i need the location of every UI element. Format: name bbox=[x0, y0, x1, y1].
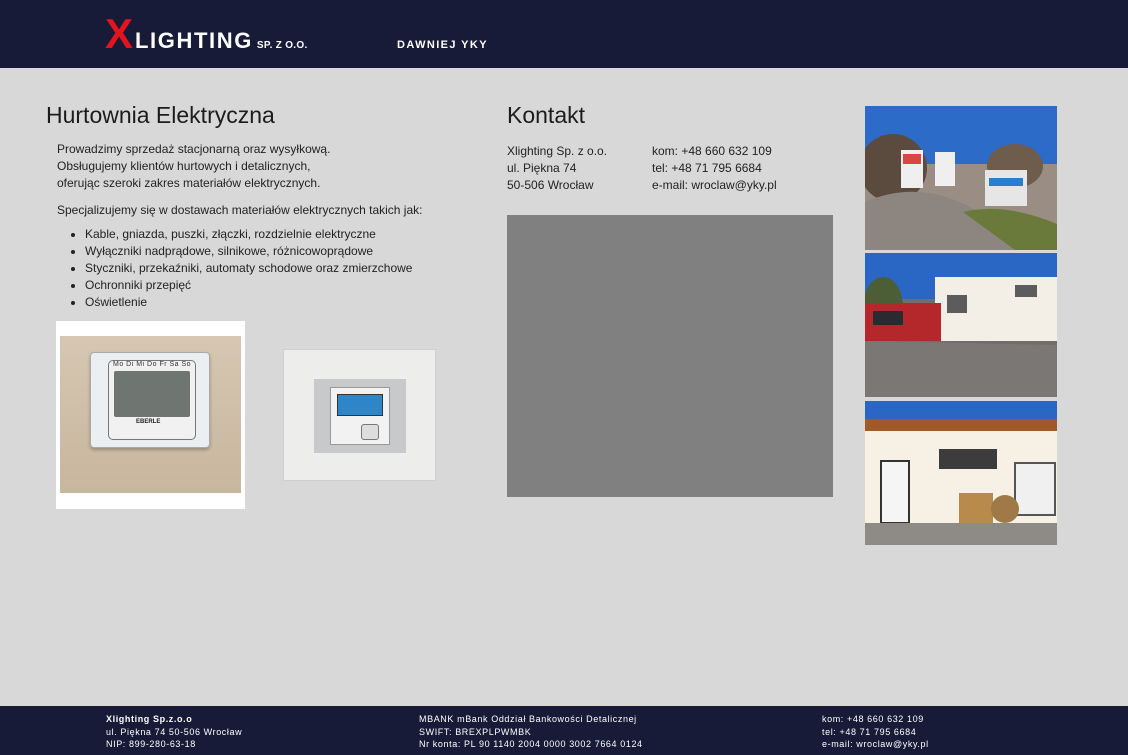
intro-line: oferując szeroki zakres materiałów elektrycznych. bbox=[57, 176, 321, 190]
thermostat-product-image[interactable] bbox=[56, 321, 245, 509]
storefront-photo-3-image bbox=[865, 401, 1057, 545]
contact-title: Kontakt bbox=[507, 102, 585, 128]
contact-section bbox=[507, 102, 837, 194]
footer-contact-info bbox=[822, 713, 929, 751]
logo-name: LIGHTING bbox=[135, 28, 253, 53]
contact-email[interactable]: e-mail: wroclaw@yky.pl bbox=[652, 178, 777, 192]
contact-phones bbox=[652, 143, 777, 194]
contact-address bbox=[507, 143, 652, 194]
contact-company: Xlighting Sp. z o.o. bbox=[507, 144, 608, 158]
nav-link-dawniej-yky[interactable]: DAWNIEJ YKY bbox=[397, 39, 488, 51]
footer-swift: SWIFT: BREXPLPWMBK bbox=[419, 726, 532, 737]
footer-bank-info bbox=[419, 713, 643, 751]
wholesale-section bbox=[46, 102, 466, 311]
contact-phone: tel: +48 71 795 6684 bbox=[652, 161, 762, 175]
footer-company-info bbox=[106, 713, 242, 751]
logo-suffix: SP. Z O.O. bbox=[256, 40, 308, 51]
controller-screen bbox=[337, 394, 383, 416]
site-footer bbox=[0, 706, 1128, 755]
storefront-photo-1-image bbox=[865, 106, 1057, 250]
contact-city: 50-506 Wrocław bbox=[507, 178, 594, 192]
product-list-item: • Ochronniki przepięć bbox=[85, 277, 466, 294]
product-list-item: • Wyłączniki nadprądowe, silnikowe, różnicowoprądowe bbox=[85, 243, 466, 260]
thermostat-brand: EBERLE bbox=[136, 419, 161, 425]
contact-details bbox=[507, 143, 837, 194]
controller-device bbox=[330, 387, 390, 445]
product-list-item: • Kable, gniazda, puszki, złączki, rozdzielnie elektryczne bbox=[85, 226, 466, 243]
specialization-text: Specjalizujemy się w dostawach materiałów elektrycznych takich jak: bbox=[57, 203, 423, 217]
footer-bank: MBANK mBank Oddział Bankowości Detalicznej bbox=[419, 714, 637, 724]
thermostat-screen bbox=[114, 371, 190, 417]
footer-phone: tel: +48 71 795 6684 bbox=[822, 726, 917, 737]
footer-mobile: kom: +48 660 632 109 bbox=[822, 714, 924, 724]
logo-x-mark: X bbox=[105, 10, 134, 57]
thermostat-device bbox=[90, 352, 210, 448]
wholesale-title: Hurtownia Elektryczna bbox=[46, 102, 275, 128]
intro-line: Prowadzimy sprzedaż stacjonarną oraz wysyłkową. bbox=[57, 142, 331, 156]
footer-account: Nr konta: PL 90 1140 2004 0000 3002 7664 0124 bbox=[419, 739, 643, 750]
intro-line: Obsługujemy klientów hurtowych i detalicznych, bbox=[57, 159, 311, 173]
storefront-photo-2-image bbox=[865, 253, 1057, 397]
thermostat-day-labels: Mo Di Mi Do Fr Sa So bbox=[113, 361, 192, 368]
footer-email[interactable]: e-mail: wroclaw@yky.pl bbox=[822, 739, 929, 750]
product-list-item: • Oświetlenie bbox=[85, 294, 466, 311]
product-list-item: • Styczniki, przekaźniki, automaty schodowe oraz zmierzchowe bbox=[85, 260, 466, 277]
footer-address: ul. Piękna 74 50-506 Wrocław bbox=[106, 726, 243, 737]
controller-product-image[interactable] bbox=[283, 349, 436, 481]
site-header bbox=[0, 0, 1128, 68]
footer-company: Xlighting Sp.z.o.o bbox=[106, 714, 193, 724]
controller-button bbox=[361, 424, 379, 440]
storefront-photo-2[interactable] bbox=[865, 253, 1057, 397]
contact-street: ul. Piękna 74 bbox=[507, 161, 577, 175]
intro-text bbox=[57, 141, 466, 192]
storefront-photo-1[interactable] bbox=[865, 106, 1057, 250]
storefront-photo-3[interactable] bbox=[865, 401, 1057, 545]
footer-nip: NIP: 899-280-63-18 bbox=[106, 739, 196, 750]
map-embed[interactable] bbox=[507, 215, 833, 497]
product-list bbox=[85, 226, 466, 311]
site-logo[interactable] bbox=[105, 10, 308, 57]
contact-mobile: kom: +48 660 632 109 bbox=[652, 144, 772, 158]
